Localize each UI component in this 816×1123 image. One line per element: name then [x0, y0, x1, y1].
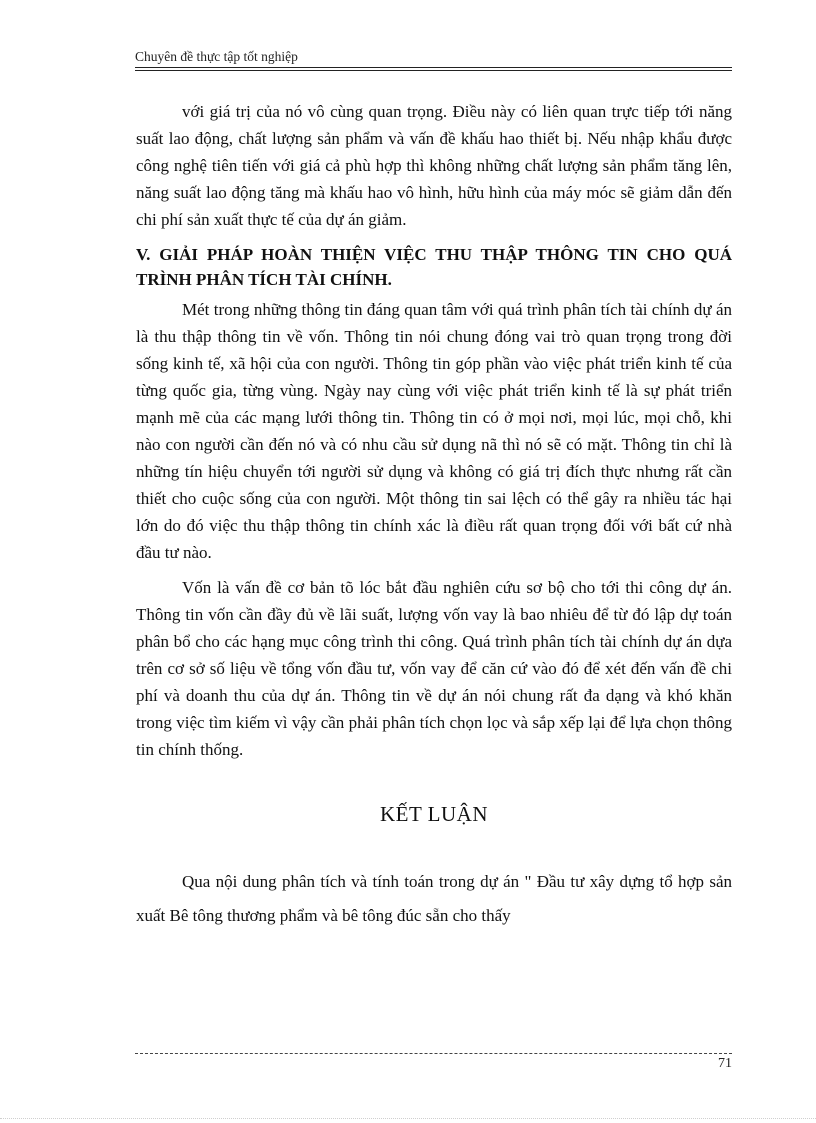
page-bottom-edge — [0, 1118, 816, 1119]
running-header: Chuyên đề thực tập tốt nghiệp — [135, 49, 298, 64]
header-rule — [135, 67, 732, 71]
page-body — [136, 98, 732, 933]
paragraph-continuation: với giá trị của nó vô cùng quan trọng. Điều này có liên quan trực tiếp tới năng suất lao động, chất lượng sản phẩm và vấn đề khấu hao thiết bị. Nếu nhập khẩu được công nghệ tiên tiến với giá cả phù hợp thì không những chất lượng sản phẩm tăng lên, năng suất lao động tăng mà khấu hao vô hình, hữu hình của máy móc sẽ giảm dẫn đến chi phí sản xuất thực tế của dự án giảm. — [136, 102, 732, 229]
footer-rule — [135, 1053, 732, 1054]
paragraph-capital: Vốn là vấn đề cơ bản tõ lóc bắt đầu nghiên cứu sơ bộ cho tới thi công dự án. Thông tin vốn cần đầy đủ về lãi suất, lượng vốn vay là bao nhiêu để từ đó lập dự toán phân bổ cho các hạng mục công trình thi công. Quá trình phân tích tài chính dự án dựa trên cơ sở số liệu về tổng vốn đầu tư, vốn vay để căn cứ vào đó để xét đến vấn đề chi phí và doanh thu của dự án. Thông tin về dự án nói chung rất đa dạng và khó khăn trong việc tìm kiếm vì vậy cần phải phân tích chọn lọc và sắp xếp lại để lựa chọn thông tin chính thống. — [136, 578, 732, 759]
section-heading: V. GIẢI PHÁP HOÀN THIỆN VIỆC THU THẬP THÔNG TIN CHO QUÁ TRÌNH PHÂN TÍCH TÀI CHÍNH. — [136, 245, 732, 289]
page-number: 71 — [718, 1056, 732, 1071]
paragraph-information: Mét trong những thông tin đáng quan tâm với quá trình phân tích tài chính dự án là thu thập thông tin về vốn. Thông tin nói chung đóng vai trò quan trọng trong đời sống kinh tế, xã hội của con người. Thông tin góp phần vào việc phát triển kinh tế của từng quốc gia, từng vùng. Ngày nay cùng với việc phát triển kinh tế là sự phát triển mạnh mẽ của các mạng lưới thông tin. Thông tin có ở mọi nơi, mọi lúc, mọi chỗ, khi nào con người cần đến nó và có nhu cầu sử dụng nã thì nó sẽ có mặt. Thông tin chỉ là những tín hiệu chuyển tới người sử dụng và không có giá trị đích thực nhưng rất cần thiết cho cuộc sống của con người. Một thông tin sai lệch có thể gây ra nhiều tác hại lớn do đó việc thu thập thông tin chính xác là điều rất quan trọng đối với bất cứ nhà đầu tư nào. — [136, 300, 732, 562]
paragraph-conclusion: Qua nội dung phân tích và tính toán trong dự án " Đầu tư xây dựng tổ hợp sản xuất Bê tông thương phẩm và bê tông đúc sẵn cho thấy — [136, 872, 732, 925]
conclusion-heading: KẾT LUẬN — [379, 802, 488, 826]
